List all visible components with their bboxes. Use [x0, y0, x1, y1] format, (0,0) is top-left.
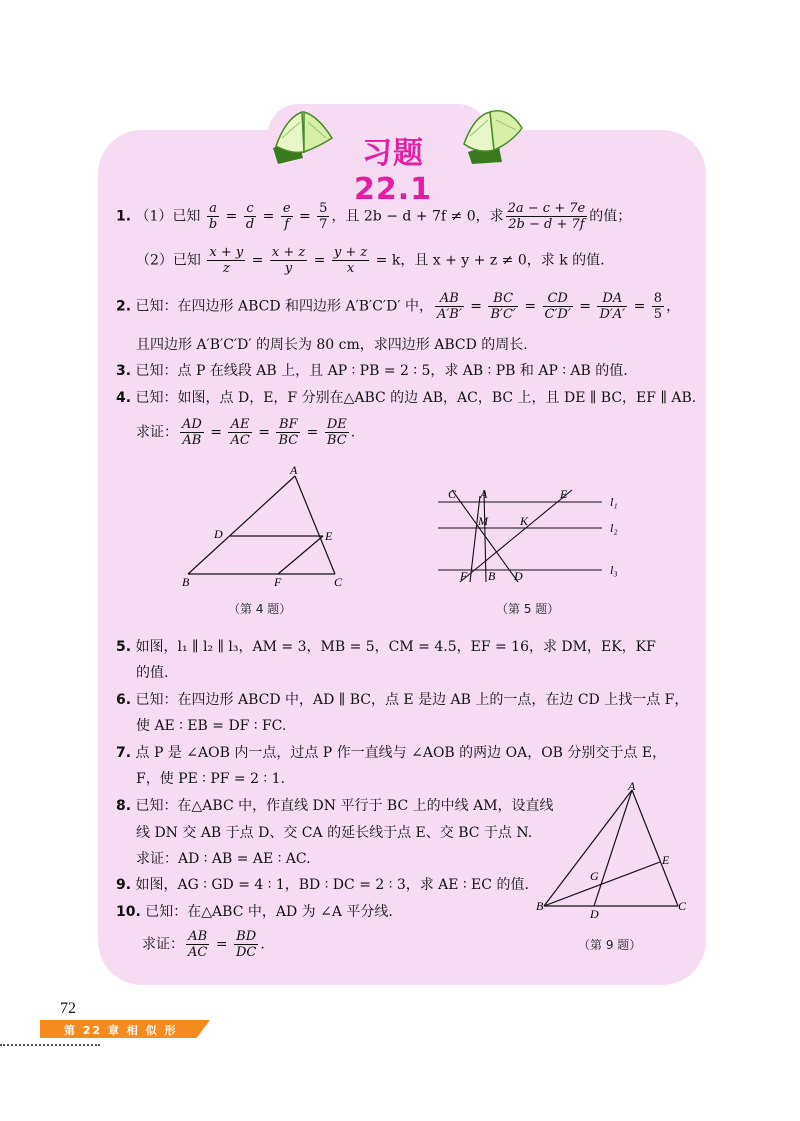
label-F: F: [274, 575, 282, 589]
label-B: B: [536, 899, 544, 913]
problem-8: 8. 已知：在△ABC 中，作直线 DN 平行于 BC 上的中线 AM，设直线: [116, 798, 554, 814]
problem-number: 1.: [116, 208, 132, 225]
figure-5-caption: （第 5 题）: [496, 602, 560, 616]
label-K: K: [520, 514, 529, 528]
label-A: A: [290, 463, 298, 477]
label-C: C: [448, 487, 457, 501]
problem-9: 9. 如图，AG ∶ GD = 4 ∶ 1，BD ∶ DC = 2 ∶ 3，求 AE ∶ EC 的值.: [116, 877, 529, 893]
label-C: C: [678, 899, 687, 913]
problem-1b: （2）已知 $\frac{x + y}{z}$ = $\frac{x + z}{y}$ = $\frac{y + z}{x}$ = k，且 x + y + z ≠ 0，求 k 的值.: [136, 245, 605, 276]
footer-divider: [0, 1044, 100, 1046]
label-G: G: [590, 869, 599, 883]
problem-2-line2: 且四边形 A′B′C′D′ 的周长为 80 cm，求四边形 ABCD 的周长.: [136, 337, 528, 353]
problem-1a: 1. （1）已知 $\frac{a}{b}$ = $\frac{c}{d}$ = $\frac{e}{f}$ = $\frac{5}{7}$ ，且 2b − d + 7f ≠ 0，求 $\frac{2a - c + 7e}{2b - d + 7f}$ 的值；: [116, 201, 632, 232]
label-D: D: [590, 907, 599, 920]
problem-3: 3. 已知：点 P 在线段 AB 上，且 AP ∶ PB = 2 ∶ 5，求 AB ∶ PB 和 AP ∶ AB 的值.: [116, 363, 628, 379]
page-number: 72: [60, 1000, 76, 1017]
figure-4-diagram: [170, 460, 360, 590]
problem-10: 10. 已知：在△ABC 中，AD 为 ∠A 平分线.: [116, 904, 393, 920]
label-E: E: [560, 487, 568, 501]
label-B: B: [488, 569, 496, 583]
figure-9-diagram: [532, 780, 692, 920]
problem-5: 5. 如图，l₁ ∥ l₂ ∥ l₃，AM = 3，MB = 5，CM = 4.5，EF = 16，求 DM，EK，KF: [116, 639, 656, 655]
label-l1: l₁: [610, 495, 618, 509]
problem-8-line3: 求证：AD ∶ AB = AE ∶ AC.: [136, 851, 311, 867]
label-l3: l₃: [610, 563, 618, 577]
book-icon-right: [458, 104, 528, 164]
problem-10-prove: 求证： $\frac{AB}{AC}$ = $\frac{BD}{DC}$ .: [142, 929, 265, 960]
label-B: B: [182, 575, 190, 589]
label-E: E: [662, 853, 670, 867]
problem-4-prove: 求证： $\frac{AD}{AB}$ = $\frac{AE}{AC}$ = $\frac{BF}{BC}$ = $\frac{DE}{BC}$ .: [136, 417, 356, 448]
problem-6-line2: 使 AE ∶ EB = DF ∶ FC.: [136, 718, 287, 734]
problem-7: 7. 点 P 是 ∠AOB 内一点，过点 P 作一直线与 ∠AOB 的两边 OA，OB 分别交于点 E，: [116, 745, 667, 761]
problem-7-line2: F，使 PE ∶ PF = 2 ∶ 1.: [136, 771, 285, 787]
label-E: E: [325, 529, 333, 543]
label-l2: l₂: [610, 521, 618, 535]
label-D: D: [214, 527, 223, 541]
label-M: M: [478, 514, 488, 528]
label-C: C: [334, 575, 343, 589]
figure-4-caption: （第 4 题）: [228, 602, 292, 616]
label-D: D: [514, 569, 523, 583]
label-A: A: [480, 487, 488, 501]
problem-6: 6. 已知：在四边形 ABCD 中，AD ∥ BC，点 E 是边 AB 上的一点，在边 CD 上找一点 F，: [116, 692, 689, 708]
problem-8-line2: 线 DN 交 AB 于点 D、交 CA 的延长线于点 E、交 BC 于点 N.: [136, 825, 533, 841]
problem-4: 4. 已知：如图，点 D，E，F 分别在△ABC 的边 AB，AC，BC 上，且 DE ∥ BC，EF ∥ AB.: [116, 390, 697, 406]
problem-5-line2: 的值.: [136, 665, 169, 681]
exercise-title: 习题 22.1: [353, 136, 433, 207]
problem-2: 2. 已知：在四边形 ABCD 和四边形 A′B′C′D′ 中， $\frac{AB}{A'B'}$ = $\frac{BC}{B'C'}$ = $\frac{CD}{C'D'}$ = $\frac{DA}{D'A'}$ = $\frac{8}{5}$ ，: [116, 291, 681, 322]
figure-5-diagram: [430, 482, 630, 592]
label-A: A: [628, 780, 636, 793]
label-F: F: [460, 569, 468, 583]
figure-9-caption: （第 9 题）: [578, 938, 642, 952]
chapter-label: 第 22 章 相 似 形: [64, 1024, 178, 1037]
